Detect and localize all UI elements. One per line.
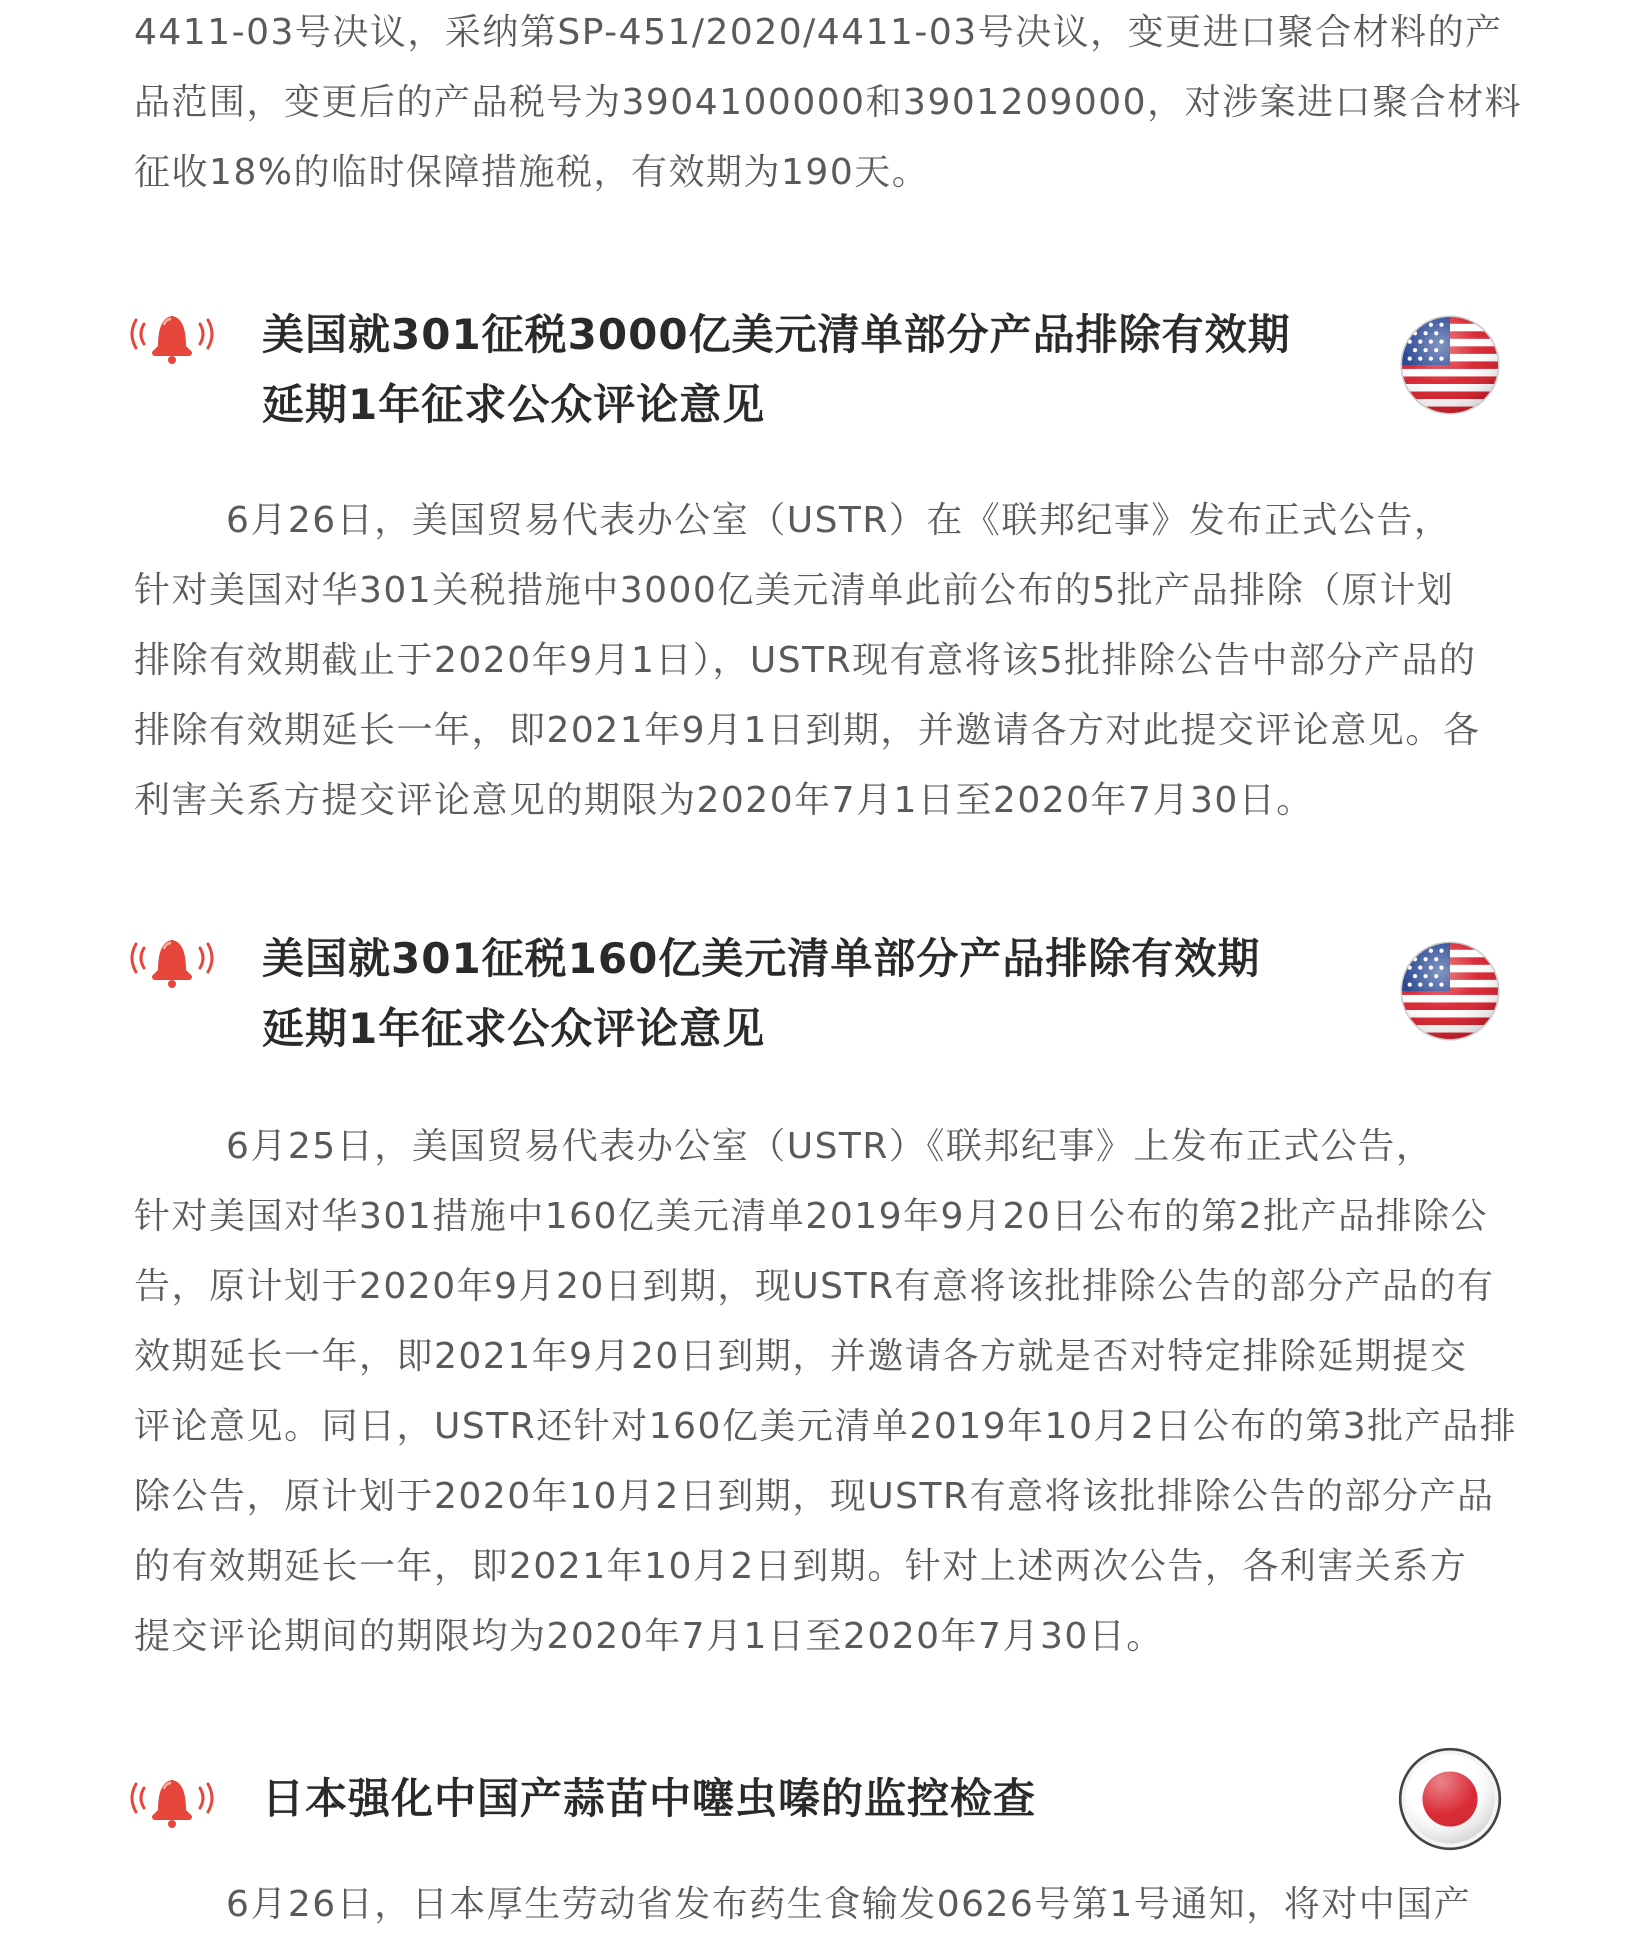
intro-line: 4411-03号决议，采纳第SP-451/2020/4411-03号决议，变更进口聚合材料的产	[134, 12, 1503, 53]
usa-flag-icon	[1397, 938, 1503, 1044]
article-2-body: 6月25日，美国贸易代表办公室（USTR）《联邦纪事》上发布正式公告， 针对美国对华301措施中160亿美元清单2019年9月20日公布的第2批产品排除公 告，原计划于2020年9月20日到期，现USTR有意将该批排除公告的部分产品的有 效期延长一年，即2021年9月20日到期，并邀请各方就是否对特定排除延期提交 评论意见。同日，USTR还针对160亿美元清单2019年10月2日公布的第3批产品排 除公告，原计划于2020年10月2日到期，现USTR有意将该批排除公告的部分产品 的有效期延长一年，即2021年10月2日到期。针对上述两次公告，各利害关系方 提交评论期间的期限均为2020年7月1日至2020年7月30日。	[134, 1126, 1518, 1657]
alarm-bell-icon	[122, 302, 222, 366]
intro-line: 征收18%的临时保障措施税，有效期为190天。	[134, 152, 930, 193]
article-3-title: 日本强化中国产蒜苗中噻虫嗪的监控检查	[262, 1774, 1037, 1823]
article-2-title: 美国就301征税160亿美元清单部分产品排除有效期 延期1年征求公众评论意见	[262, 934, 1261, 1053]
usa-flag-icon	[1397, 312, 1503, 418]
article-3-body: 6月26日，日本厚生劳动省发布药生食输发0626号第1号通知，将对中国产	[226, 1884, 1472, 1925]
alarm-bell-icon	[122, 1766, 222, 1830]
intro-paragraph	[134, 0, 1523, 208]
japan-flag-icon	[1397, 1746, 1503, 1852]
alarm-bell-icon	[122, 926, 222, 990]
article-1-title: 美国就301征税3000亿美元清单部分产品排除有效期 延期1年征求公众评论意见	[262, 310, 1291, 429]
intro-line: 品范围，变更后的产品税号为3904100000和3901209000，对涉案进口聚合材料	[134, 82, 1523, 123]
article-1-body: 6月26日，美国贸易代表办公室（USTR）在《联邦纪事》发布正式公告， 针对美国对华301关税措施中3000亿美元清单此前公布的5批产品排除（原计划 排除有效期截止于2020年9月1日），USTR现有意将该5批排除公告中部分产品的 排除有效期延长一年，即2021年9月1日到期，并邀请各方对此提交评论意见。各 利害关系方提交评论意见的期限为2020年7月1日至2020年7月30日。	[134, 500, 1481, 821]
